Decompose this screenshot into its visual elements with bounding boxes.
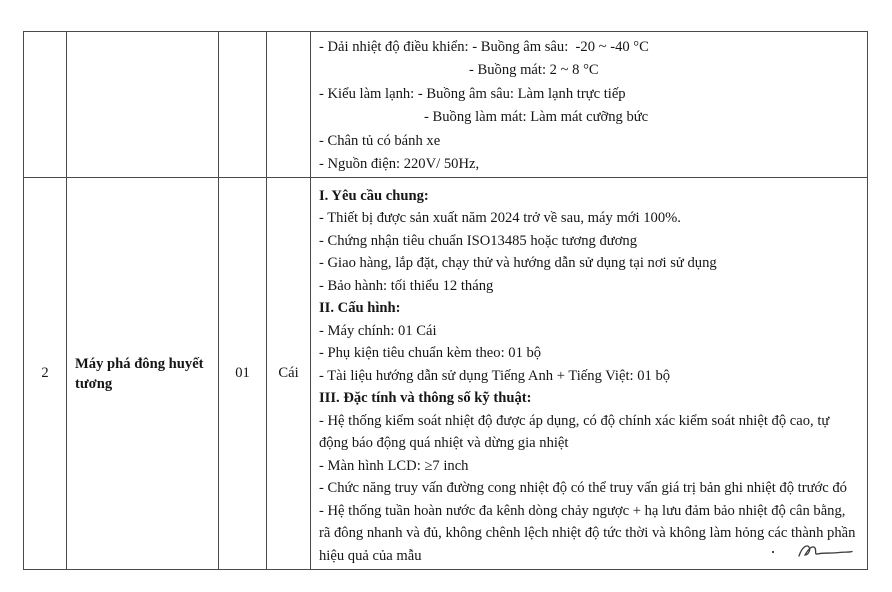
cell-name: Máy phá đông huyết tương bbox=[67, 178, 219, 570]
spec-line: - Thiết bị được sản xuất năm 2024 trở về sau, máy mới 100%. bbox=[319, 210, 681, 227]
cell-stt: 2 bbox=[24, 178, 67, 570]
signature-mark bbox=[769, 539, 855, 563]
cell-unit: Cái bbox=[267, 178, 311, 570]
spec-line: - Màn hình LCD: ≥7 inch bbox=[319, 457, 469, 474]
spec-line: - Chứng nhận tiêu chuẩn ISO13485 hoặc tương đương bbox=[319, 232, 638, 249]
spec-line: - Máy chính: 01 Cái bbox=[319, 322, 437, 339]
specification-table bbox=[23, 31, 868, 570]
table-row bbox=[24, 178, 868, 570]
spec-line: - Chân tủ có bánh xe bbox=[319, 132, 441, 149]
cell-unit bbox=[267, 32, 311, 178]
cell-specs bbox=[311, 32, 868, 178]
table-row bbox=[24, 32, 868, 178]
spec-line: - Buồng mát: 2 ~ 8 °C bbox=[469, 62, 599, 78]
spec-line: - Dải nhiệt độ điều khiển: - Buồng âm sâu: -20 ~ -40 °C bbox=[319, 38, 649, 55]
spec-section-heading: II. Cấu hình: bbox=[319, 300, 401, 317]
cell-stt bbox=[24, 32, 67, 178]
spec-line: - Tài liệu hướng dẫn sử dụng Tiếng Anh + Tiếng Việt: 01 bộ bbox=[319, 367, 671, 384]
cell-specs bbox=[311, 178, 868, 570]
spec-line: - Bảo hành: tối thiểu 12 tháng bbox=[319, 277, 494, 294]
spec-section-heading: III. Đặc tính và thông số kỹ thuật: bbox=[319, 390, 532, 407]
spec-line: - Chức năng truy vấn đường cong nhiệt độ có thể truy vấn giá trị bản ghi nhiệt độ trước đó bbox=[319, 480, 847, 497]
spec-line: - Phụ kiện tiêu chuẩn kèm theo: 01 bộ bbox=[319, 345, 542, 362]
spec-line: - Kiểu làm lạnh: - Buồng âm sâu: Làm lạnh trực tiếp bbox=[319, 85, 626, 102]
cell-name bbox=[67, 32, 219, 178]
spec-section-heading: I. Yêu cầu chung: bbox=[319, 187, 429, 204]
cell-qty bbox=[219, 32, 267, 178]
spec-line: - Giao hàng, lắp đặt, chạy thử và hướng dẫn sử dụng tại nơi sử dụng bbox=[319, 255, 717, 272]
cell-qty: 01 bbox=[219, 178, 267, 570]
spec-line: - Hệ thống kiểm soát nhiệt độ được áp dụng, có độ chính xác kiểm soát nhiệt độ cao, tự động báo động quá nhiệt và dừng gia nhiệt bbox=[319, 412, 833, 452]
spec-line: - Hệ thống tuần hoàn nước đa kênh dòng chảy ngược + hạ lưu đảm bảo nhiệt độ cân bằng, rã đông nhanh và đủ, không chênh lệch nhiệt độ tức thời và không làm hỏng các thành phần hiệu quả của mẫu bbox=[319, 502, 860, 564]
spec-line: - Nguồn điện: 220V/ 50Hz, bbox=[319, 156, 480, 172]
spec-line: - Buồng làm mát: Làm mát cưỡng bức bbox=[424, 109, 649, 125]
